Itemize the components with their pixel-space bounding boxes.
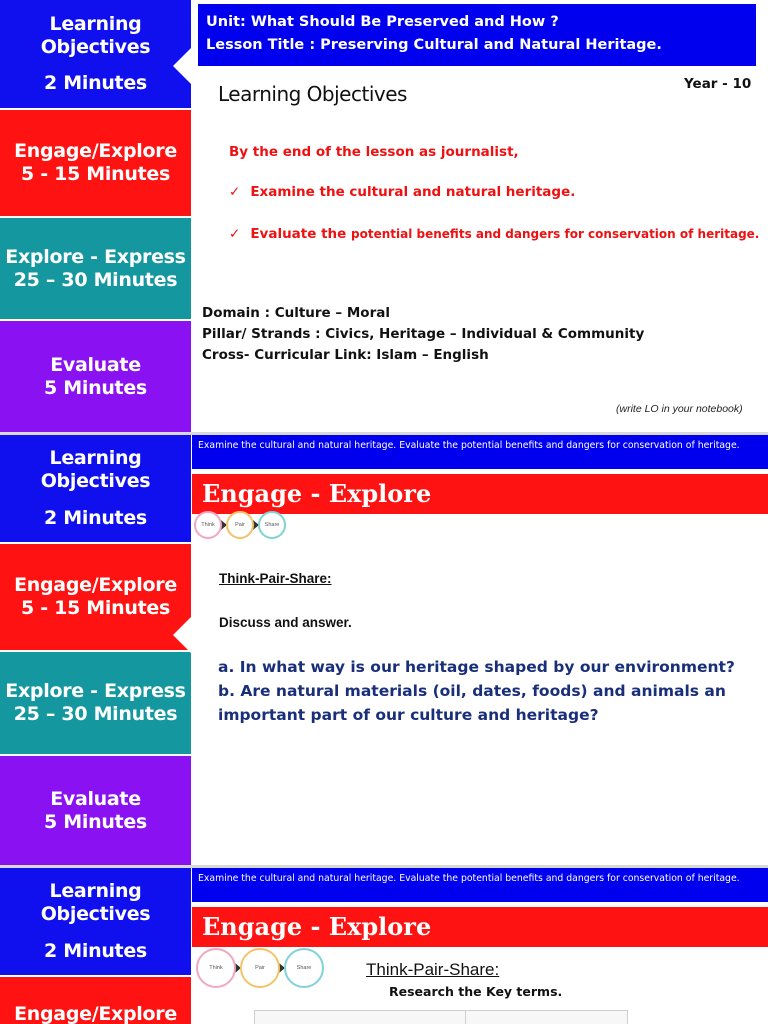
nav-label: Engage/Explore — [14, 1003, 177, 1024]
check-icon: ✓ — [229, 226, 241, 242]
nav-learning-objectives[interactable] — [0, 868, 191, 975]
nav-time: 2 Minutes — [44, 939, 147, 962]
think-pair-share-icons — [194, 511, 286, 539]
nav-label: Evaluate — [50, 787, 141, 810]
nav-label-line-1: Learning — [49, 447, 142, 470]
question-a: a. In what way is our heritage shaped by our environment? — [218, 658, 735, 676]
nav-time: 5 Minutes — [44, 810, 147, 833]
section-title: Engage - Explore — [192, 474, 768, 514]
objectives-intro: By the end of the lesson as journalist, — [229, 144, 519, 160]
cross-curricular-line: Cross- Curricular Link: Islam – English — [202, 347, 489, 363]
nav-time: 5 - 15 Minutes — [21, 163, 170, 185]
pair-icon: Pair — [226, 511, 254, 539]
think-icon: Think — [196, 948, 236, 988]
curriculum-info — [202, 303, 644, 366]
year-label: Year - 10 — [684, 76, 752, 92]
nav-label-line-2: Objectives — [40, 903, 151, 926]
nav-engage-explore[interactable] — [0, 977, 191, 1024]
objective-2-bold: Evaluate the — [250, 226, 347, 242]
objective-2-rest: potential benefits and dangers for conservation of heritage. — [351, 227, 760, 241]
table-column-divider — [465, 1011, 466, 1024]
nav-engage-explore[interactable] — [0, 110, 191, 216]
nav-label-line-2: Objectives — [40, 35, 151, 58]
nav-label: Engage/Explore — [14, 140, 177, 163]
nav-label-line-2: Objectives — [40, 470, 151, 493]
nav-explore-express[interactable] — [0, 652, 191, 754]
objective-1 — [229, 184, 575, 200]
nav-time: 2 Minutes — [44, 506, 147, 529]
check-icon: ✓ — [229, 184, 241, 200]
lesson-title: Lesson Title : Preserving Cultural and Natural Heritage. — [206, 37, 662, 53]
notebook-note: (write LO in your notebook) — [616, 403, 743, 415]
slide-engage-explore — [0, 435, 768, 865]
objective-1-text: Examine the cultural and natural heritage. — [250, 184, 576, 200]
nav-engage-explore[interactable] — [0, 544, 191, 650]
nav-label: Evaluate — [50, 353, 141, 376]
objective-banner: Examine the cultural and natural heritage. Evaluate the potential benefits and dangers for conservation of heritage. — [192, 435, 768, 469]
nav-time: 2 Minutes — [44, 72, 147, 95]
nav-learning-objectives[interactable] — [0, 435, 191, 542]
section-title: Engage - Explore — [192, 907, 768, 947]
think-pair-share-label: Think-Pair-Share: — [366, 960, 500, 979]
slide-learning-objectives — [0, 0, 768, 432]
active-section-pointer — [173, 46, 193, 86]
think-pair-share-label: Think-Pair-Share: — [219, 571, 332, 586]
domain-line: Domain : Culture – Moral — [202, 305, 390, 321]
nav-time: 25 – 30 Minutes — [13, 703, 178, 725]
objective-banner: Examine the cultural and natural heritage. Evaluate the potential benefits and dangers for conservation of heritage. — [192, 868, 768, 902]
pair-icon: Pair — [240, 948, 280, 988]
discuss-instruction: Discuss and answer. — [219, 615, 352, 630]
question-b: b. Are natural materials (oil, dates, foods) and animals an important part of our culture and heritage? — [218, 682, 726, 724]
unit-title: Unit: What Should Be Preserved and How ? — [206, 14, 559, 30]
nav-evaluate[interactable] — [0, 756, 191, 865]
research-instruction: Research the Key terms. — [389, 984, 563, 999]
active-section-pointer — [173, 615, 193, 655]
nav-label: Explore - Express — [5, 245, 186, 268]
nav-learning-objectives[interactable] — [0, 0, 191, 108]
objective-2 — [229, 226, 759, 242]
think-pair-share-icons — [196, 948, 324, 988]
page-title: Learning Objectives — [218, 82, 407, 106]
share-icon: Share — [258, 511, 286, 539]
nav-time: 25 – 30 Minutes — [13, 268, 178, 291]
think-icon: Think — [194, 511, 222, 539]
nav-label: Explore - Express — [5, 680, 186, 703]
share-icon: Share — [284, 948, 324, 988]
nav-label: Engage/Explore — [14, 574, 177, 597]
nav-explore-express[interactable] — [0, 218, 191, 319]
nav-time: 5 Minutes — [44, 376, 147, 399]
nav-label-line-1: Learning — [49, 12, 142, 35]
nav-time: 5 - 15 Minutes — [21, 597, 170, 619]
discussion-questions — [218, 655, 738, 727]
slide-engage-explore-research — [0, 868, 768, 1024]
nav-label-line-1: Learning — [49, 880, 142, 903]
pillar-line: Pillar/ Strands : Civics, Heritage – Individual & Community — [202, 326, 645, 342]
key-terms-table — [254, 1010, 628, 1024]
nav-evaluate[interactable] — [0, 321, 191, 432]
unit-lesson-box — [198, 4, 756, 66]
